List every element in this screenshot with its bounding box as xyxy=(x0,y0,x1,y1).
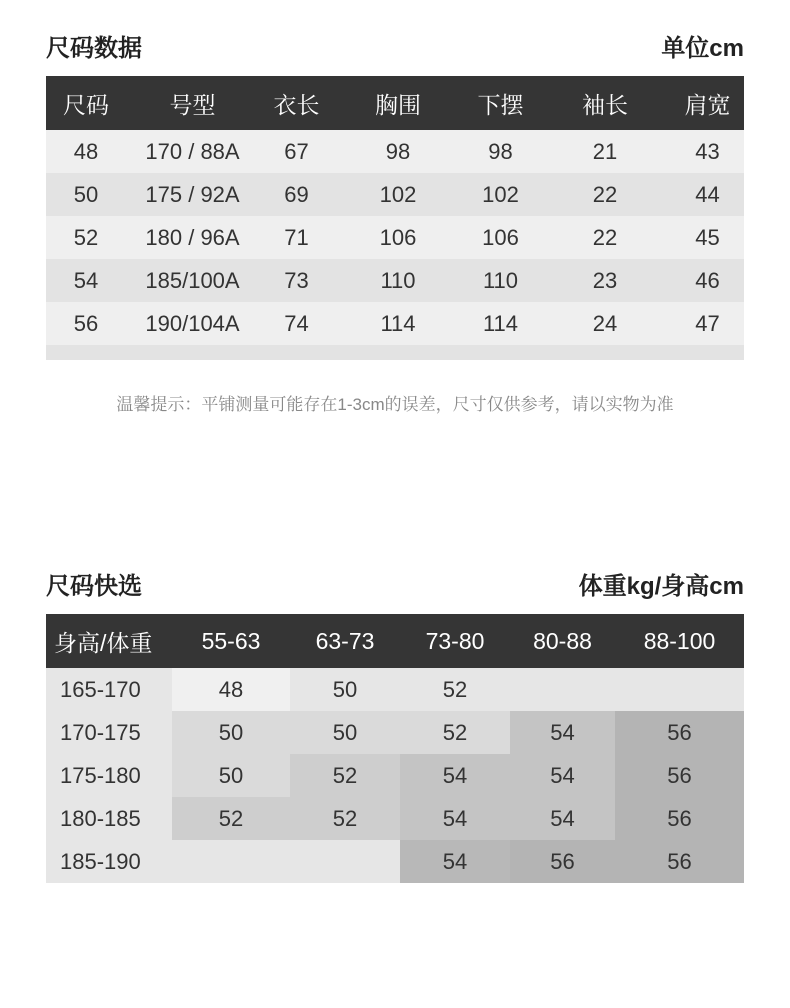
size-table-header-cell: 胸围 xyxy=(375,91,421,118)
table-cell xyxy=(510,668,615,711)
table-cell: 175-180 xyxy=(46,754,172,797)
table-cell: 190/104A xyxy=(145,310,240,336)
measurement-note: 温馨提示：平铺测量可能存在1-3cm的误差，尺寸仅供参考，请以实物为准 xyxy=(116,395,674,414)
table-cell: 106 xyxy=(379,224,417,250)
table-row xyxy=(46,259,744,302)
table-cell: 69 xyxy=(284,181,309,207)
table-cell: 71 xyxy=(284,224,309,250)
table-cell: 50 xyxy=(172,711,290,754)
size-table-header-cell: 号型 xyxy=(169,91,216,118)
table-cell: 56 xyxy=(615,797,744,840)
table-cell: 50 xyxy=(290,668,400,711)
table-row xyxy=(46,711,744,754)
table-cell: 54 xyxy=(510,711,615,754)
table-row xyxy=(46,668,744,711)
table-cell: 114 xyxy=(482,310,519,336)
table-cell: 21 xyxy=(592,138,618,164)
table-cell: 185-190 xyxy=(46,840,172,883)
table-cell: 48 xyxy=(172,668,290,711)
table-cell: 24 xyxy=(592,310,618,336)
table-cell: 56 xyxy=(615,840,744,883)
table-cell: 170 / 88A xyxy=(145,138,240,164)
table-cell: 170-175 xyxy=(46,711,172,754)
table-cell xyxy=(172,840,290,883)
quick-table-header-cell: 身高/体重 xyxy=(54,629,153,656)
table-row xyxy=(46,173,744,216)
table-cell: 54 xyxy=(73,267,99,293)
table-row xyxy=(46,754,744,797)
table-cell: 43 xyxy=(695,138,720,164)
table-cell: 47 xyxy=(695,310,720,336)
table-cell: 67 xyxy=(284,138,309,164)
quick-select-table xyxy=(46,614,744,883)
table-cell: 74 xyxy=(284,310,309,336)
table-cell: 180 / 96A xyxy=(145,224,240,250)
quick-table-header-cell: 73-80 xyxy=(425,627,485,654)
size-table-header-cell: 袖长 xyxy=(582,91,628,118)
table-cell: 48 xyxy=(73,138,99,164)
table-cell: 114 xyxy=(380,310,416,336)
table-cell: 22 xyxy=(592,181,618,207)
table-cell: 56 xyxy=(73,310,99,336)
size-data-table xyxy=(46,76,744,360)
table-cell: 52 xyxy=(400,711,510,754)
table-cell: 56 xyxy=(615,711,744,754)
table-cell xyxy=(615,668,744,711)
size-data-title: 尺码数据 xyxy=(46,35,142,62)
table-row xyxy=(46,130,744,173)
table-cell: 50 xyxy=(172,754,290,797)
table-cell: 106 xyxy=(482,224,519,250)
table-cell: 98 xyxy=(385,138,411,164)
table-row xyxy=(46,797,744,840)
table-row xyxy=(46,216,744,259)
table-cell xyxy=(290,840,400,883)
quick-table-header-cell: 63-73 xyxy=(315,627,375,654)
table-cell: 52 xyxy=(400,668,510,711)
table-cell: 52 xyxy=(172,797,290,840)
size-data-unit: 单位cm xyxy=(661,35,744,62)
table-cell: 102 xyxy=(379,181,417,207)
table-row xyxy=(46,840,744,883)
quick-select-unit: 体重kg/身高cm xyxy=(578,573,744,600)
table-cell: 180-185 xyxy=(46,797,172,840)
table-cell: 46 xyxy=(695,267,720,293)
table-cell: 52 xyxy=(290,754,400,797)
table-cell: 52 xyxy=(290,797,400,840)
quick-table-header-cell: 80-88 xyxy=(533,627,592,654)
table-cell: 23 xyxy=(592,267,618,293)
table-cell: 165-170 xyxy=(46,668,172,711)
table-cell: 110 xyxy=(482,267,519,293)
size-table-header-cell: 衣长 xyxy=(273,91,320,118)
quick-select-title: 尺码快选 xyxy=(46,573,142,600)
table-row xyxy=(46,302,744,345)
table-cell: 175 / 92A xyxy=(145,181,240,207)
size-table-footer-band xyxy=(46,345,744,360)
size-table-header-cell: 尺码 xyxy=(63,91,109,118)
table-cell: 44 xyxy=(695,181,720,207)
table-cell: 54 xyxy=(400,797,510,840)
table-cell: 56 xyxy=(615,754,744,797)
quick-table-header xyxy=(46,614,744,668)
table-cell: 54 xyxy=(510,797,615,840)
table-cell: 73 xyxy=(284,267,309,293)
table-cell: 50 xyxy=(73,181,99,207)
table-cell: 54 xyxy=(400,754,510,797)
table-cell: 110 xyxy=(380,267,416,293)
size-table-header-cell: 肩宽 xyxy=(684,91,731,118)
quick-table-header-cell: 88-100 xyxy=(643,627,716,654)
table-cell: 22 xyxy=(592,224,618,250)
quick-table-header-cell: 55-63 xyxy=(201,627,261,654)
table-cell: 98 xyxy=(488,138,513,164)
table-cell: 50 xyxy=(290,711,400,754)
size-table-header xyxy=(46,76,744,130)
table-cell: 102 xyxy=(482,181,519,207)
table-cell: 54 xyxy=(400,840,510,883)
table-cell: 45 xyxy=(695,224,720,250)
table-cell: 52 xyxy=(73,224,99,250)
table-cell: 185/100A xyxy=(145,267,240,293)
table-cell: 56 xyxy=(510,840,615,883)
table-cell: 54 xyxy=(510,754,615,797)
size-table-header-cell: 下摆 xyxy=(477,91,524,118)
